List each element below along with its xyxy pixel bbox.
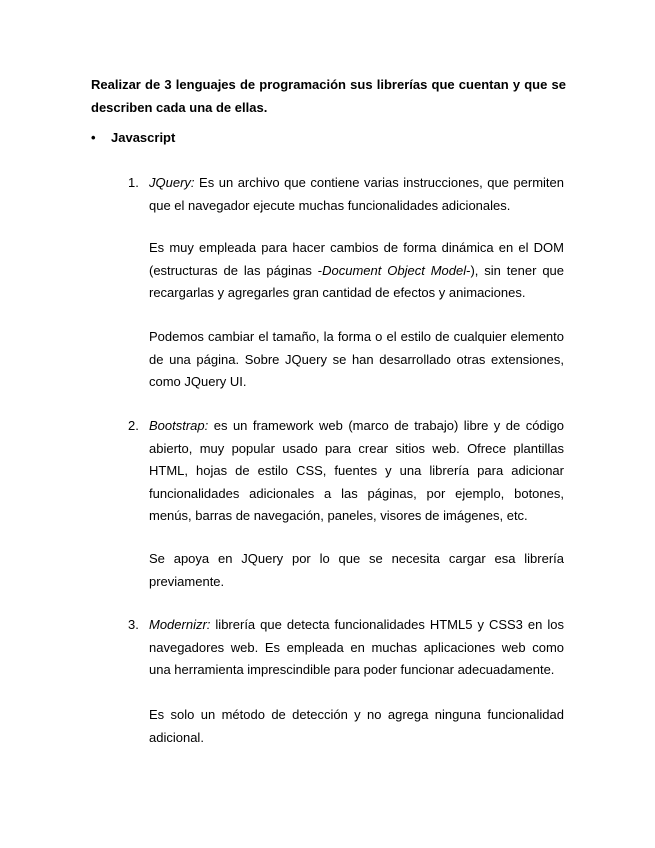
bootstrap-intro-text: es un framework web (marco de trabajo) libre y de código abierto, muy popular usado para crear sitios web. Ofrece plantillas HTML, hojas de estilo CSS, fuentes y una librería para adicionar funcionalidades adicionales a las páginas, por ejemplo, botones, menús, barras de navegación, paneles, visores de imágenes, etc. (149, 418, 564, 523)
list-number-3: 3. (128, 617, 139, 632)
bootstrap-term: Bootstrap: (149, 418, 209, 433)
modernizr-detection-paragraph: Es solo un método de detección y no agrega ninguna funcionalidad adicional. (149, 707, 564, 745)
list-number-2: 2. (128, 418, 139, 433)
jquery-dom-text-a: Es muy empleada para hacer cambios de forma dinámica en el DOM (estructuras de las páginas - (149, 240, 564, 278)
modernizr-intro-paragraph (149, 614, 564, 682)
bootstrap-intro-paragraph (149, 415, 564, 528)
modernizr-intro-text: librería que detecta funcionalidades HTML5 y CSS3 en los navegadores web. Es empleada en muchas aplicaciones web como una herramienta imprescindible para poder funcionar adecuadamente. (149, 617, 564, 677)
jquery-intro-paragraph (149, 172, 564, 217)
bullet-symbol: • (91, 130, 96, 145)
document-heading: Realizar de 3 lenguajes de programación sus librerías que cuentan y que se describen cada una de ellas. (91, 77, 566, 115)
jquery-intro-text: Es un archivo que contiene varias instrucciones, que permiten que el navegador ejecute muchas funcionalidades adicionales. (149, 175, 564, 213)
modernizr-term: Modernizr: (149, 617, 211, 632)
jquery-style-paragraph: Podemos cambiar el tamaño, la forma o el estilo de cualquier elemento de una página. Sobre JQuery se han desarrollado otras extensiones, como JQuery UI. (149, 329, 564, 389)
bullet-label: Javascript (111, 130, 176, 145)
list-number-1: 1. (128, 175, 139, 190)
jquery-dom-paragraph (149, 237, 564, 305)
jquery-term: JQuery: (149, 175, 195, 190)
bootstrap-jquery-paragraph: Se apoya en JQuery por lo que se necesita cargar esa librería previamente. (149, 551, 564, 589)
bullet-javascript (91, 128, 175, 148)
jquery-dom-text-b: -), sin tener que recargarlas y agregarles gran cantidad de efectos y animaciones. (149, 262, 565, 300)
jquery-dom-italic: Document Object Model (322, 262, 467, 278)
